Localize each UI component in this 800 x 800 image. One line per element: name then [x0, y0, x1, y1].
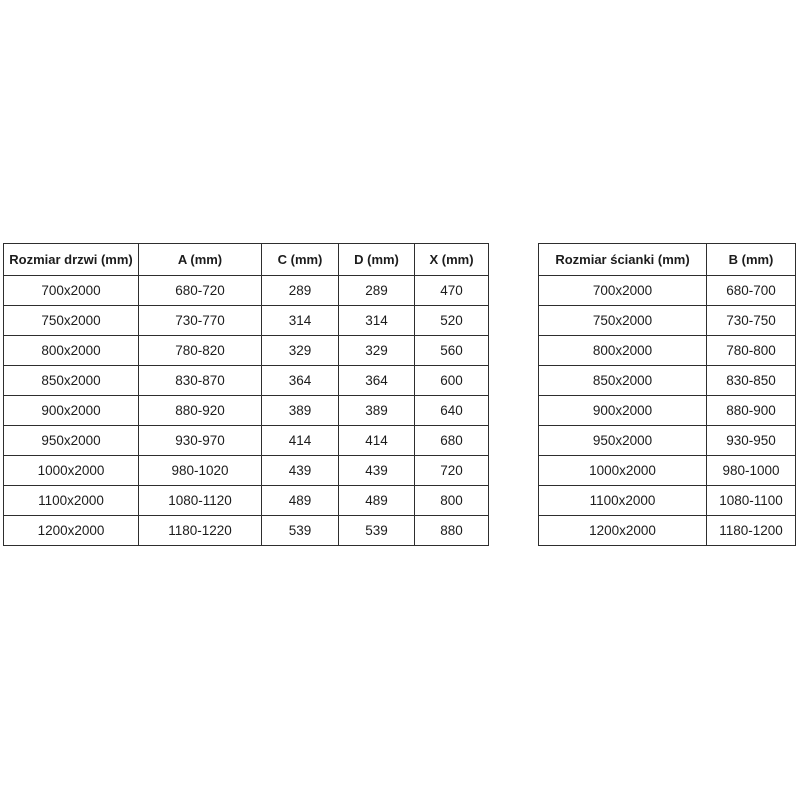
table-cell: 1200x2000 [4, 516, 139, 546]
table-cell: 850x2000 [539, 366, 707, 396]
table-row [539, 306, 796, 336]
table-cell: 880 [415, 516, 489, 546]
table-cell: 329 [339, 336, 415, 366]
table-cell: 900x2000 [4, 396, 139, 426]
table-cell: 640 [415, 396, 489, 426]
table-row [539, 396, 796, 426]
table-row [539, 516, 796, 546]
table-cell: 930-970 [139, 426, 262, 456]
door-size-table [3, 243, 489, 546]
table-cell: 800x2000 [539, 336, 707, 366]
table-cell: 489 [262, 486, 339, 516]
table-cell: 314 [262, 306, 339, 336]
table-cell: 800 [415, 486, 489, 516]
table-cell: 780-800 [707, 336, 796, 366]
table-cell: 439 [339, 456, 415, 486]
table-cell: 1000x2000 [4, 456, 139, 486]
table-cell: 950x2000 [539, 426, 707, 456]
table-cell: 1000x2000 [539, 456, 707, 486]
table-cell: 830-870 [139, 366, 262, 396]
table-row [539, 426, 796, 456]
table-row [4, 336, 489, 366]
column-header: B (mm) [707, 244, 796, 276]
table-cell: 489 [339, 486, 415, 516]
column-header: X (mm) [415, 244, 489, 276]
table-cell: 539 [262, 516, 339, 546]
table-row [4, 306, 489, 336]
table-cell: 680-700 [707, 276, 796, 306]
header-row [539, 244, 796, 276]
table-cell: 1180-1200 [707, 516, 796, 546]
table-cell: 414 [339, 426, 415, 456]
table-row [4, 486, 489, 516]
table-cell: 830-850 [707, 366, 796, 396]
column-header: Rozmiar ścianki (mm) [539, 244, 707, 276]
table-cell: 364 [262, 366, 339, 396]
table-cell: 1200x2000 [539, 516, 707, 546]
table-cell: 800x2000 [4, 336, 139, 366]
table-cell: 930-950 [707, 426, 796, 456]
column-header: Rozmiar drzwi (mm) [4, 244, 139, 276]
table-cell: 980-1000 [707, 456, 796, 486]
table-cell: 439 [262, 456, 339, 486]
table-cell: 289 [339, 276, 415, 306]
table-cell: 880-920 [139, 396, 262, 426]
table-row [539, 486, 796, 516]
table-row [4, 366, 489, 396]
table-cell: 680 [415, 426, 489, 456]
column-header: A (mm) [139, 244, 262, 276]
table-cell: 730-770 [139, 306, 262, 336]
table-row [539, 456, 796, 486]
table-row [4, 456, 489, 486]
table-row [4, 516, 489, 546]
table-cell: 1100x2000 [539, 486, 707, 516]
table-cell: 600 [415, 366, 489, 396]
table-cell: 1080-1120 [139, 486, 262, 516]
table-row [4, 426, 489, 456]
table-cell: 314 [339, 306, 415, 336]
table-cell: 780-820 [139, 336, 262, 366]
table-cell: 414 [262, 426, 339, 456]
table-cell: 730-750 [707, 306, 796, 336]
table-cell: 850x2000 [4, 366, 139, 396]
table-cell: 700x2000 [4, 276, 139, 306]
table-cell: 289 [262, 276, 339, 306]
table-cell: 900x2000 [539, 396, 707, 426]
table-cell: 364 [339, 366, 415, 396]
table-cell: 539 [339, 516, 415, 546]
table-cell: 470 [415, 276, 489, 306]
column-header: D (mm) [339, 244, 415, 276]
table-cell: 700x2000 [539, 276, 707, 306]
table-row [4, 396, 489, 426]
table-cell: 750x2000 [4, 306, 139, 336]
table-cell: 1100x2000 [4, 486, 139, 516]
table-row [4, 276, 489, 306]
header-row [4, 244, 489, 276]
wall-size-table [538, 243, 796, 546]
table-cell: 680-720 [139, 276, 262, 306]
table-cell: 520 [415, 306, 489, 336]
table-row [539, 276, 796, 306]
table-cell: 1080-1100 [707, 486, 796, 516]
table-cell: 560 [415, 336, 489, 366]
table-row [539, 366, 796, 396]
table-cell: 980-1020 [139, 456, 262, 486]
table-cell: 880-900 [707, 396, 796, 426]
table-cell: 720 [415, 456, 489, 486]
table-cell: 750x2000 [539, 306, 707, 336]
table-cell: 950x2000 [4, 426, 139, 456]
table-cell: 329 [262, 336, 339, 366]
column-header: C (mm) [262, 244, 339, 276]
table-cell: 1180-1220 [139, 516, 262, 546]
table-cell: 389 [339, 396, 415, 426]
table-cell: 389 [262, 396, 339, 426]
table-row [539, 336, 796, 366]
